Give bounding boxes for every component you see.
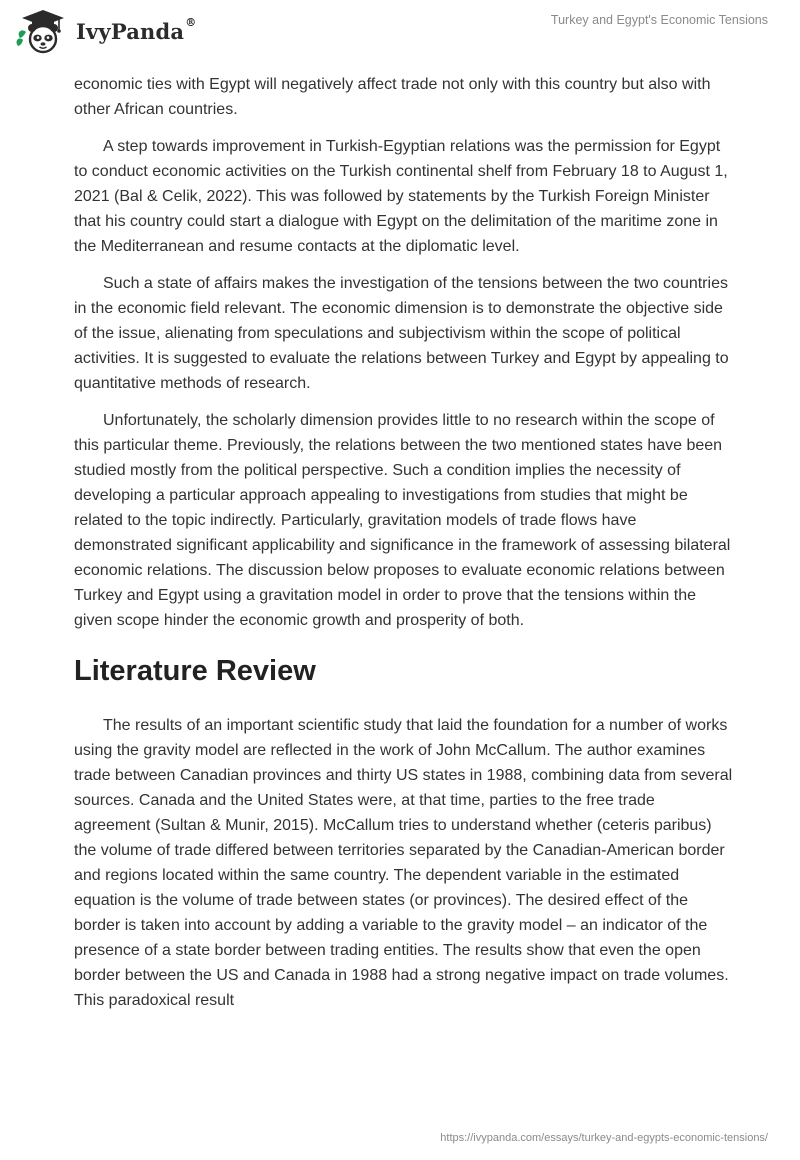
- paragraph: Unfortunately, the scholarly dimension provides little to no research within the scope of this particular theme. Previously, the relations between the two mentioned states have been studied mostly from the political perspective. Such a condition implies the necessity of developing a particular approach appealing to investigations from studies that might be related to the topic indirectly. Particularly, gravitation models of trade flows have demonstrated significant applicability and significance in the framework of assessing bilateral economic relations. The discussion below proposes to evaluate economic relations between Turkey and Egypt using a gravitation model in order to prove that the tensions within the given scope hinder the economic growth and prosperity of both.: [74, 412, 731, 629]
- registered-mark: ®: [185, 15, 197, 29]
- panda-graduate-icon: [14, 8, 72, 54]
- paragraph-continuation: economic ties with Egypt will negatively affect trade not only with this country but also with other African countries.: [74, 76, 711, 118]
- essay-body: [74, 72, 734, 1025]
- paragraph: The results of an important scientific study that laid the foundation for a number of works using the gravity model are reflected in the work of John McCallum. The author examines trade between Canadian provinces and thirty US states in 1988, combining data from several sources. Canada and the United States were, at that time, parties to the free trade agreement (Sultan & Munir, 2015). McCallum tries to understand whether (ceteris paribus) the volume of trade differed between territories separated by the Canadian-American border and regions located within the same country. The dependent variable in the estimated equation is the volume of trade between states (or provinces). The desired effect of the border is taken into account by adding a variable to the gravity model – an indicator of the presence of a state border between trading entities. The results show that even the open border between the US and Canada in 1988 had a strong negative impact on trade volumes. This paradoxical result: [74, 717, 733, 1009]
- section-heading: Literature Review: [74, 655, 316, 687]
- page-header: [0, 0, 800, 62]
- logo-text: IvyPanda®: [76, 15, 197, 44]
- source-url[interactable]: https://ivypanda.com/essays/turkey-and-egypts-economic-tensions/: [440, 1132, 768, 1144]
- paragraph: A step towards improvement in Turkish-Egyptian relations was the permission for Egypt to conduct economic activities on the Turkish continental shelf from February 18 to August 1, 2021 (Bal & Celik, 2022). This was followed by statements by the Turkish Foreign Minister that his country could start a dialogue with Egypt on the delimitation of the maritime zone in the Mediterranean and resume contacts at the diplomatic level.: [74, 138, 728, 255]
- paragraph: Such a state of affairs makes the investigation of the tensions between the two countries in the economic field relevant. The economic dimension is to demonstrate the objective side of the issue, alienating from speculations and subjectivism within the scope of political activities. It is suggested to evaluate the relations between Turkey and Egypt by appealing to quantitative methods of research.: [74, 275, 729, 392]
- ivypanda-logo[interactable]: [14, 8, 196, 54]
- document-title: Turkey and Egypt's Economic Tensions: [550, 13, 768, 27]
